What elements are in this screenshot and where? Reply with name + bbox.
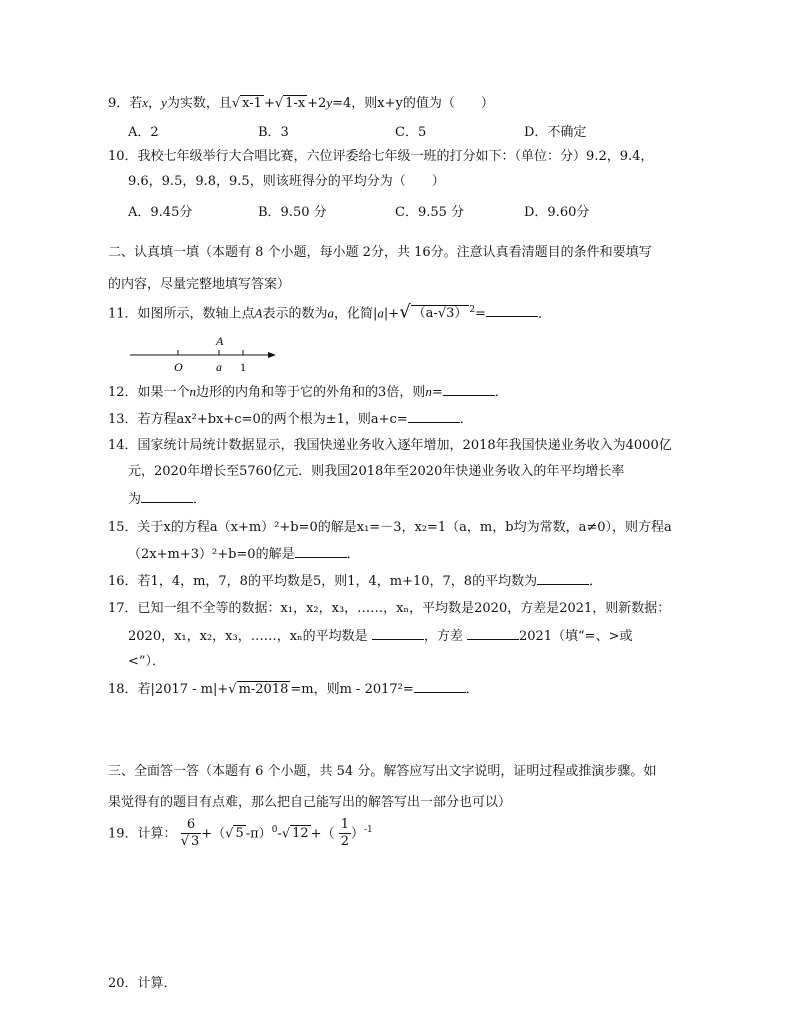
minus: -: [277, 826, 282, 842]
q17-line1: 17．已知一组不全等的数据：x₁，x₂，x₃，……，xₙ，平均数是2020，方差是2021，则新数据：: [108, 601, 671, 616]
radicand-12: 12: [292, 826, 309, 842]
q18-answer-blank[interactable]: [414, 680, 466, 693]
var-n: n: [189, 384, 197, 399]
q14-line2: 元，2020年增长至5760亿元．则我国2018年至2020年快递业务收入的年平均增长率: [128, 464, 625, 479]
q11-text3: ，化简|: [334, 306, 378, 322]
q9-end: =4，则x+y的值为（ ）: [332, 96, 494, 111]
q15-text2: （2x+m+3）²+b=0的解是: [128, 547, 295, 562]
q15-answer-blank[interactable]: [295, 545, 347, 558]
point-a-label: A: [254, 305, 263, 321]
plus-2: +2: [307, 96, 327, 111]
q9-stem: 9．若x，y为实数，且√ x-1 +√ 1-x +2y=4，则x+y的值为（ ）: [108, 95, 494, 111]
plus: +: [263, 96, 275, 111]
q10-option-b: B．9.50 分: [258, 205, 327, 220]
q14-text3: 为: [128, 492, 142, 507]
q14-line3: [128, 490, 206, 509]
var-y: y: [161, 95, 167, 110]
fraction-6-root3: $\frac{6}{√ 3}$: [180, 817, 200, 850]
q10-option-a: A．9.45分: [128, 205, 193, 220]
q17-text2b: ，方差: [423, 629, 467, 644]
close-paren: ）: [351, 826, 365, 842]
var-a2: a: [377, 305, 384, 321]
q10-line1: 10．我校七年级举行大合唱比赛，六位评委给七年级一班的打分如下：（单位：分）9.2，9.4，: [108, 149, 654, 164]
var-x: x: [142, 95, 149, 110]
period: ．: [494, 385, 508, 400]
q12-text: 12．如果一个: [108, 385, 190, 400]
q18-stem: 18．若|2017 - m|+√ m-2018 =m，则m - 2017²= ．: [108, 682, 479, 697]
q13-stem: [108, 410, 473, 429]
exp-0: 0: [271, 825, 278, 835]
period: ．: [193, 492, 207, 507]
q19-stem: 19．计算： $\frac{6}{√ 3}$ +（√ 5 -π）$^0$-√ 12 +（ $\frac{1}{2}$ ）$^{-1}$: [108, 817, 373, 850]
q17-line3: <”）．: [128, 654, 166, 669]
var-n2: n: [425, 384, 432, 399]
q18-text: 18．若|2017 - m|+: [108, 682, 229, 697]
period: ．: [459, 412, 473, 427]
q18-radicand: m-2018: [238, 682, 289, 697]
exp-minus-1: -1: [364, 825, 373, 835]
q9-option-a: A．2: [128, 125, 159, 140]
q12-text2: 边形的内角和等于它的外角和的3倍，则: [196, 385, 426, 400]
radicand-2: 1-x: [285, 96, 306, 111]
q9-text: 为实数，且: [166, 96, 232, 111]
period: ．: [538, 306, 552, 322]
q16-text: 16．若1，4，m，7，8的平均数是5，则1，4，m+10，7，8的平均数为: [108, 574, 538, 589]
q18-text2: =m，则m - 2017²=: [290, 682, 414, 697]
arrow-head: [268, 352, 276, 358]
q11-radicand: （a-√3）: [412, 306, 468, 322]
radicand-1: x-1: [242, 96, 262, 111]
q17-text2c: 2021（填“=、>或: [518, 629, 633, 644]
q9-option-c: C．5: [395, 125, 427, 140]
exp-2: 2: [469, 305, 476, 315]
var-a: a: [327, 305, 335, 321]
section2-heading: 二、认真填一填（本题有 8 个小题，每小题 2分，共 16分。注意认真看清题目的条件和要填写: [108, 245, 652, 260]
axis-label-A: A: [216, 336, 224, 348]
q11-text2: 表示的数为: [262, 306, 328, 322]
q17-variance-blank[interactable]: [467, 627, 519, 640]
number-line: [130, 336, 280, 376]
q17-mean-blank[interactable]: [372, 627, 424, 640]
axis-label-a: a: [216, 360, 222, 374]
q10-line2: 9.6，9.5，9.8，9.5，则该班得分的平均分为（ ）: [128, 174, 445, 189]
radical-sign: √: [399, 301, 411, 323]
axis-label-O: O: [174, 360, 183, 374]
q13-answer-blank[interactable]: [408, 410, 460, 423]
q9-number: 9．若: [108, 96, 143, 111]
q9-option-d: D．不确定: [524, 125, 587, 140]
q10-option-d: D．9.60分: [524, 205, 590, 220]
numerator-6: 6: [181, 817, 202, 834]
q14-answer-blank[interactable]: [141, 490, 193, 503]
q11-text: 11．如图所示，数轴上点: [108, 306, 255, 322]
q16-stem: [108, 572, 602, 591]
radicand-5: 5: [235, 826, 244, 842]
minus-pi: -π）: [245, 826, 272, 842]
q12-stem: [108, 383, 508, 402]
fraction-half: [339, 817, 351, 850]
var-y2: y: [326, 95, 333, 110]
q10-option-c: C．9.55 分: [395, 205, 465, 220]
q15-line2: [128, 545, 360, 564]
q19-text: 19．计算：: [108, 826, 177, 842]
section2-heading-cont: 的内容，尽量完整地填写答案）: [108, 277, 291, 292]
numerator-1: 1: [340, 817, 349, 833]
q16-answer-blank[interactable]: [537, 572, 589, 585]
q20-stem: 20．计算．: [108, 976, 177, 991]
period: ．: [465, 682, 479, 697]
q17-line2: [128, 627, 632, 646]
q11-text4: |+: [383, 306, 400, 322]
equals: =: [431, 385, 443, 400]
equals: =: [475, 306, 487, 322]
q19-paren: +（: [201, 826, 226, 842]
comma: ，: [148, 96, 162, 111]
denominator-2: 2: [340, 834, 349, 850]
section3-heading: 三、全面答一答（本题有 6 个小题，共 54 分。解答应写出文字说明，证明过程或推演步骤。如: [108, 764, 657, 779]
denominator-root3: 3: [190, 834, 200, 850]
axis-label-1: 1: [240, 360, 246, 374]
q14-line1: 14．国家统计局统计数据显示，我国快递业务收入逐年增加，2018年我国快递业务收入为4000亿: [108, 438, 672, 453]
period: ．: [346, 547, 360, 562]
q13-text: 13．若方程ax²+bx+c=0的两个根为±1，则a+c=: [108, 412, 408, 427]
q11-answer-blank[interactable]: [486, 304, 538, 317]
q11-stem: [108, 301, 551, 323]
q12-answer-blank[interactable]: [443, 383, 495, 396]
period: ．: [589, 574, 603, 589]
q17-text2a: 2020，x₁，x₂，x₃，……，xₙ的平均数是: [128, 629, 372, 644]
q15-line1: 15．关于x的方程a（x+m）²+b=0的解是x₁=－3，x₂=1（a，m，b均为常数，a≠0），则方程a: [108, 520, 672, 535]
section3-heading-cont: 果觉得有的题目有点难，那么把自己能写出的解答写出一部分也可以）: [108, 795, 512, 810]
q9-option-b: B．3: [258, 125, 289, 140]
q19-paren2: +（: [310, 826, 335, 842]
